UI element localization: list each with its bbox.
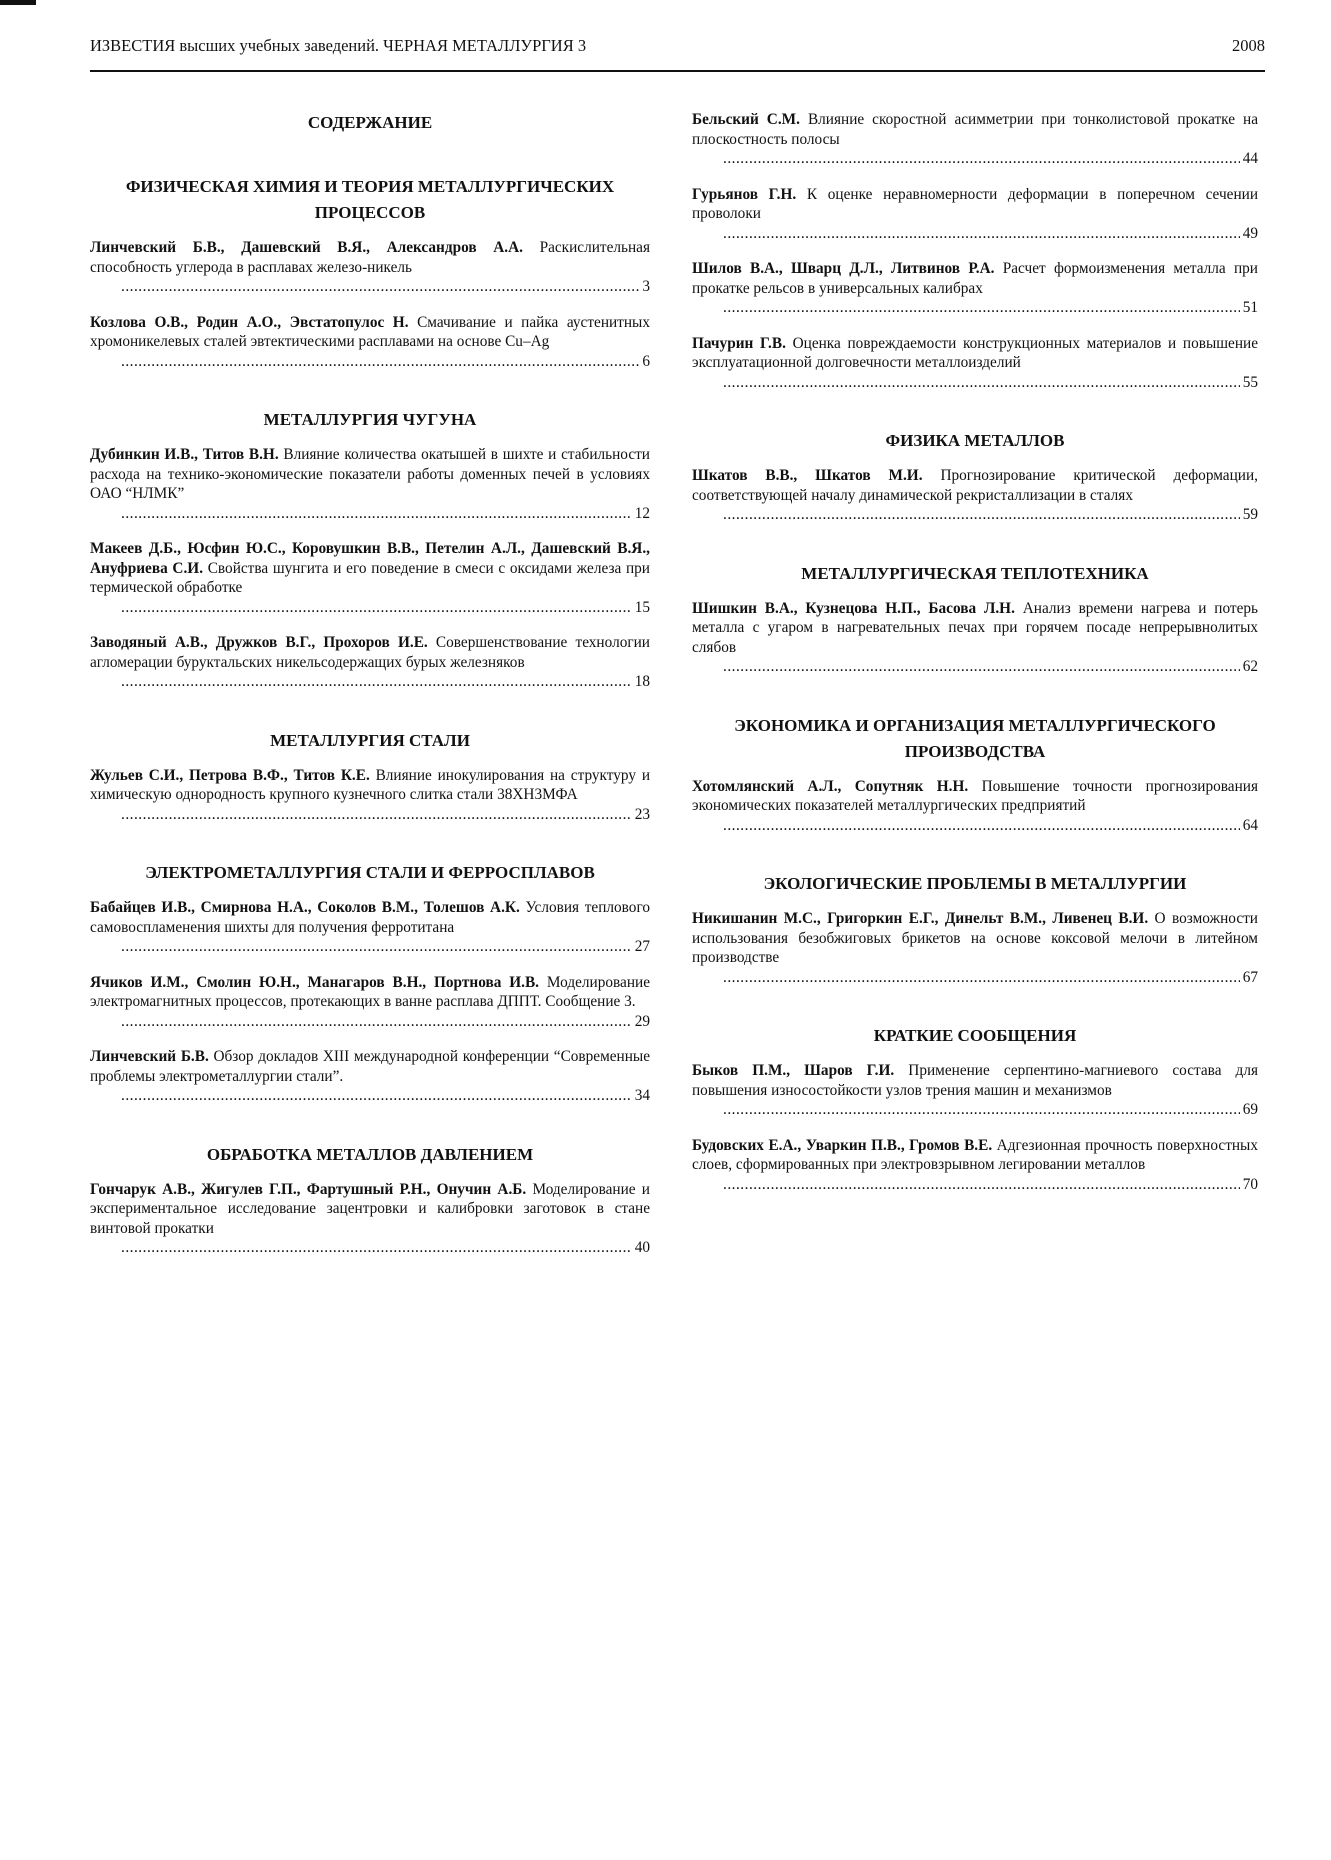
toc-entry[interactable] <box>90 973 650 1032</box>
section-title: МЕТАЛЛУРГИЧЕСКАЯ ТЕПЛОТЕХНИКА <box>801 563 1149 583</box>
entry-title: Раскислительная способность углерода в расплавах железо-никель <box>90 239 650 276</box>
toc-entry[interactable] <box>692 777 1258 836</box>
toc-entry[interactable] <box>692 909 1258 987</box>
leader-dots <box>723 968 1240 988</box>
entry-page: 3 <box>642 278 650 295</box>
entry-page: 64 <box>1242 816 1258 834</box>
entry-title: Совершенствование технологии агломерации буруктальских никельсодержащих бурых железняков <box>90 634 650 671</box>
entry-authors: Дубинкин И.В., Титов В.Н. <box>90 446 279 463</box>
journal-title: ИЗВЕСТИЯ высших учебных заведений. ЧЕРНАЯ МЕТАЛЛУРГИЯ 3 <box>90 36 587 55</box>
toc-entry[interactable] <box>692 599 1258 677</box>
entry-page: 18 <box>634 673 650 690</box>
leader-dots <box>121 277 639 297</box>
entry-page: 6 <box>642 352 650 370</box>
section-title: ФИЗИКА МЕТАЛЛОВ <box>885 431 1065 450</box>
toc-entry[interactable] <box>90 898 650 957</box>
toc-entry[interactable] <box>90 445 650 523</box>
toc-entry[interactable] <box>90 633 650 692</box>
leader-dots <box>121 352 639 372</box>
entry-authors: Заводяный А.В., Дружков В.Г., Прохоров И.Е. <box>90 634 428 651</box>
entry-title: Расчет формоизменения металла при прокатке рельсов в универсальных калибрах <box>692 260 1258 297</box>
entry-authors: Шкатов В.В., Шкатов М.И. <box>692 467 923 484</box>
entry-page: 27 <box>634 938 650 955</box>
entry-authors: Ячиков И.М., Смолин Ю.Н., Манагаров В.Н., Портнова И.В. <box>90 973 540 991</box>
toc-entry[interactable] <box>90 766 650 825</box>
journal-year: 2008 <box>1232 36 1265 55</box>
entry-title: Условия теплового самовоспламенения шихты для получения ферротитана <box>90 899 650 936</box>
section-title: ЭЛЕКТРОМЕТАЛЛУРГИЯ СТАЛИ И ФЕРРОСПЛАВОВ <box>145 863 595 882</box>
entry-page: 67 <box>1242 968 1258 986</box>
toc-entry[interactable] <box>692 334 1258 393</box>
leader-dots <box>723 816 1240 836</box>
section-title: ОБРАБОТКА МЕТАЛЛОВ ДАВЛЕНИЕМ <box>206 1144 534 1164</box>
toc-entry[interactable] <box>90 313 650 372</box>
entry-authors: Жульев С.И., Петрова В.Ф., Титов К.Е. <box>90 766 370 784</box>
leader-dots <box>723 1175 1240 1195</box>
entry-page: 29 <box>634 1012 650 1030</box>
entry-title: О возможности использования безобжиговых брикетов на основе коксовой мелочи в литейном производстве <box>692 910 1258 966</box>
section-title: ЭКОНОМИКА И ОРГАНИЗАЦИЯ МЕТАЛЛУРГИЧЕСКОГО ПРОИЗВОДСТВА <box>734 715 1216 761</box>
scan-corner-mark <box>0 0 36 5</box>
entry-title: Анализ времени нагрева и потерь металла с угаром в нагревательных печах при горячем посаде непрерывнолитых слябов <box>692 599 1259 656</box>
entry-authors: Хотомлянский А.Л., Сопутняк Н.Н. <box>692 777 969 795</box>
entry-page: 12 <box>634 504 650 522</box>
entry-page: 34 <box>634 1087 650 1104</box>
entry-page: 62 <box>1242 658 1258 675</box>
entry-authors: Макеев Д.Б., Юсфин Ю.С., Коровушкин В.В., Петелин А.Л., Дашевский В.Я., Ануфриева С.И. <box>90 540 650 577</box>
entry-title: Обзор докладов XIII международной конференции “Современные проблемы электрометаллургии стали”. <box>90 1048 650 1085</box>
entry-authors: Шилов В.А., Шварц Д.Л., Литвинов Р.А. <box>692 260 995 277</box>
leader-dots <box>121 504 632 524</box>
entry-title: Смачивание и пайка аустенитных хромоникелевых сталей эвтектическими расплавами на основе Cu–Ag <box>90 313 650 350</box>
toc-entry[interactable] <box>692 110 1258 169</box>
toc-entry[interactable] <box>692 1136 1258 1195</box>
section-title: КРАТКИЕ СООБЩЕНИЯ <box>873 1026 1077 1045</box>
entry-title: Повышение точности прогнозирования экономических показателей металлургических предприятий <box>692 777 1258 814</box>
leader-dots <box>723 373 1240 393</box>
entry-page: 59 <box>1242 506 1258 523</box>
toc-right-column <box>692 110 1258 1210</box>
entry-page: 51 <box>1242 299 1258 316</box>
entry-page: 40 <box>634 1239 650 1256</box>
entry-page: 69 <box>1242 1101 1258 1118</box>
entry-page: 44 <box>1242 150 1258 167</box>
entry-authors: Пачурин Г.В. <box>692 334 786 352</box>
entry-title: Моделирование электромагнитных процессов, протекающих в ванне расплава ДППТ. Сообщение 3. <box>90 973 650 1010</box>
leader-dots <box>121 672 632 692</box>
leader-dots <box>121 805 632 825</box>
entry-authors: Будовских Е.А., Уваркин П.В., Громов В.Е. <box>692 1136 993 1154</box>
toc-entry[interactable] <box>90 1180 650 1258</box>
leader-dots <box>723 224 1240 244</box>
entry-title: Прогнозирование критической деформации, соответствующей началу динамической рекристаллизации в сталях <box>692 467 1258 504</box>
leader-dots <box>121 1086 632 1106</box>
entry-title: Моделирование и экспериментальное исследование зацентровки и калибровки заготовок в стане винтовой прокатки <box>90 1180 650 1237</box>
toc-entry[interactable] <box>692 259 1258 318</box>
entry-title: Свойства шунгита и его поведение в смеси с оксидами железа при термической обработке <box>90 559 650 596</box>
entry-authors: Бабайцев И.В., Смирнова Н.А., Соколов В.М., Толешов А.К. <box>90 899 520 916</box>
leader-dots <box>723 298 1240 318</box>
toc-entry[interactable] <box>692 1061 1258 1120</box>
leader-dots <box>723 505 1240 525</box>
entry-authors: Гончарук А.В., Жигулев Г.П., Фартушный Р.Н., Онучин А.Б. <box>90 1180 527 1198</box>
toc-entry[interactable] <box>692 466 1258 525</box>
entry-authors: Шишкин В.А., Кузнецова Н.П., Басова Л.Н. <box>692 599 1015 617</box>
toc-title: СОДЕРЖАНИЕ <box>307 113 433 132</box>
entry-title: К оценке неравномерности деформации в поперечном сечении проволоки <box>692 185 1259 222</box>
leader-dots <box>121 1012 632 1032</box>
entry-page: 70 <box>1242 1175 1258 1193</box>
toc-entry[interactable] <box>90 238 650 297</box>
section-title: МЕТАЛЛУРГИЯ ЧУГУНА <box>263 410 477 429</box>
page-header <box>90 36 1265 72</box>
leader-dots <box>121 937 632 957</box>
leader-dots <box>723 149 1240 169</box>
leader-dots <box>121 1238 632 1258</box>
toc-entry[interactable] <box>90 1047 650 1106</box>
entry-page: 15 <box>634 598 650 616</box>
entry-title: Влияние инокулирования на структуру и химическую однородность крупного кузнечного слитка стали 38ХН3МФА <box>90 766 650 803</box>
entry-authors: Никишанин М.С., Григоркин Е.Г., Динельт В.М., Ливенец В.И. <box>692 910 1149 927</box>
entry-title: Влияние скоростной асимметрии при тонколистовой прокатке на плоскостность полосы <box>692 111 1258 148</box>
entry-page: 23 <box>634 805 650 823</box>
entry-authors: Линчевский Б.В. <box>90 1048 209 1065</box>
entry-authors: Козлова О.В., Родин А.О., Эвстатопулос Н. <box>90 313 409 331</box>
entry-authors: Гурьянов Г.Н. <box>692 185 797 203</box>
entry-title: Влияние количества окатышей в шихте и стабильности расхода на технико-экономические показатели работы доменных печей в условиях ОАО “НЛМК” <box>90 446 650 502</box>
section-title: ФИЗИЧЕСКАЯ ХИМИЯ И ТЕОРИЯ МЕТАЛЛУРГИЧЕСКИХ ПРОЦЕССОВ <box>125 177 615 222</box>
entry-title: Применение серпентино-магниевого состава для повышения износостойкости узлов трения машин и механизмов <box>692 1062 1258 1099</box>
entry-page: 55 <box>1242 373 1258 391</box>
section-title: МЕТАЛЛУРГИЯ СТАЛИ <box>270 730 470 750</box>
entry-authors: Бельский С.М. <box>692 111 800 128</box>
leader-dots <box>723 657 1240 677</box>
leader-dots <box>121 598 632 618</box>
section-title: ЭКОЛОГИЧЕСКИЕ ПРОБЛЕМЫ В МЕТАЛЛУРГИИ <box>763 874 1187 893</box>
entry-authors: Линчевский Б.В., Дашевский В.Я., Александров А.А. <box>90 239 523 256</box>
toc-entry[interactable] <box>90 539 650 617</box>
entry-title: Оценка повреждаемости конструкционных материалов и повышение эксплуатационной долговечности металлоизделий <box>692 334 1258 371</box>
toc-left-column <box>90 110 650 1274</box>
toc-entry[interactable] <box>692 185 1258 244</box>
entry-authors: Быков П.М., Шаров Г.И. <box>692 1062 895 1079</box>
leader-dots <box>723 1100 1240 1120</box>
entry-title: Адгезионная прочность поверхностных слоев, сформированных при электровзрывном легировании металлов <box>692 1136 1258 1173</box>
entry-page: 49 <box>1242 224 1258 242</box>
